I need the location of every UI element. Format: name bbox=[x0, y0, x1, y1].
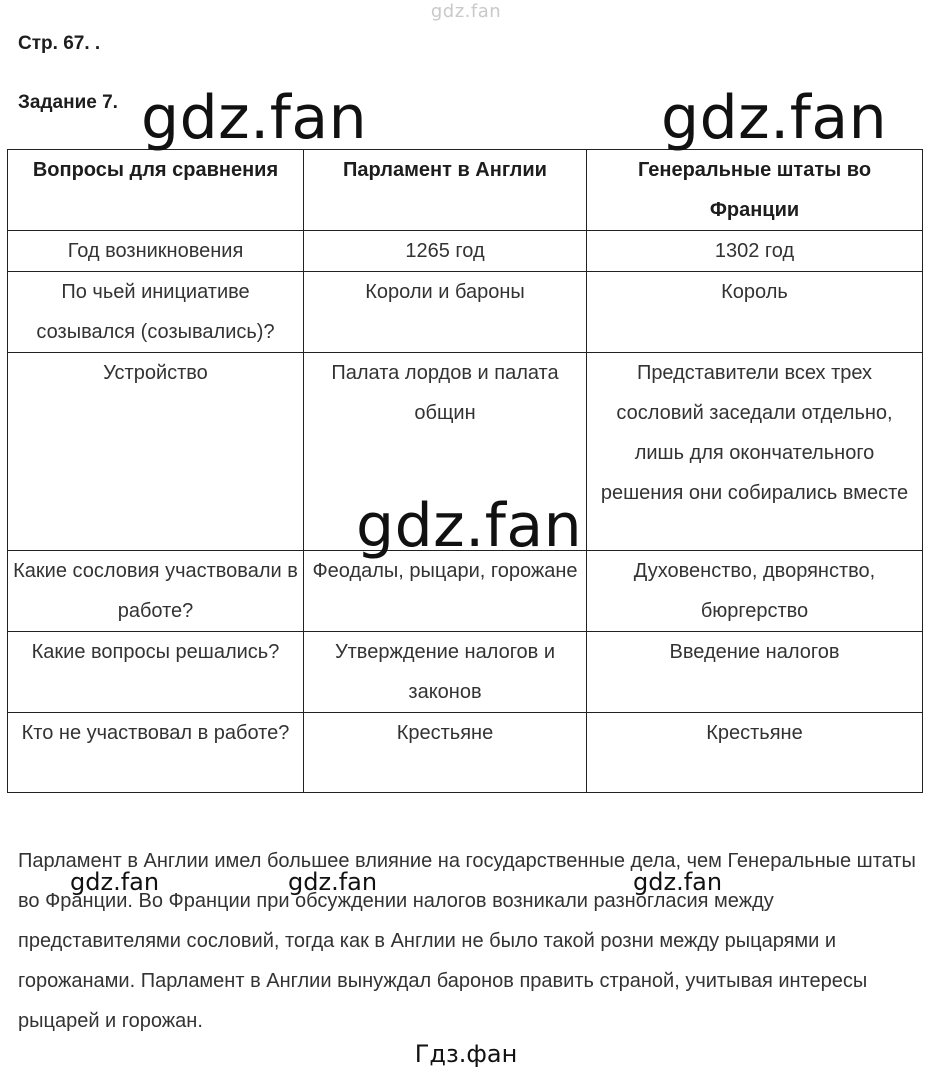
table-row bbox=[8, 551, 923, 632]
table-cell: Палата лордов и палата общин bbox=[304, 353, 587, 551]
table-cell: Кто не участвовал в работе? bbox=[8, 713, 304, 793]
table-cell: Утверждение налогов и законов bbox=[304, 632, 587, 713]
header-cell: Парламент в Англии bbox=[304, 150, 587, 231]
table-cell: 1265 год bbox=[304, 231, 587, 272]
table-cell: 1302 год bbox=[587, 231, 923, 272]
table-cell: Короли и бароны bbox=[304, 272, 587, 353]
table-row bbox=[8, 713, 923, 793]
footer-watermark: Гдз.фан bbox=[414, 1040, 518, 1068]
table-cell: Король bbox=[587, 272, 923, 353]
watermark-large: gdz.fan bbox=[356, 491, 583, 561]
table-cell: Год возникновения bbox=[8, 231, 304, 272]
table-cell: Духовенство, дворянство, бюргерство bbox=[587, 551, 923, 632]
table-row bbox=[8, 272, 923, 353]
watermark-large: gdz.fan bbox=[141, 83, 368, 153]
conclusion-paragraph: Парламент в Англии имел большее влияние на государственные дела, чем Генеральные штаты во Франции. Во Франции при обсуждении налогов возникали разногласия между представителями сословий, тогда как в Англии не было такой розни между рыцарями и горожанами. Парламент в Англии вынуждал баронов править страной, учитывая интересы рыцарей и горожан. bbox=[18, 850, 916, 1032]
table-header-row bbox=[8, 150, 923, 231]
watermark-small: gdz.fan bbox=[70, 868, 160, 896]
header-cell: Вопросы для сравнения bbox=[8, 150, 304, 231]
task-label: Задание 7. bbox=[18, 92, 118, 113]
table-cell: Введение налогов bbox=[587, 632, 923, 713]
table-cell: Представители всех трех сословий заседали отдельно, лишь для окончательного решения они собирались вместе bbox=[587, 353, 923, 551]
table-cell: Феодалы, рыцари, горожане bbox=[304, 551, 587, 632]
table-cell: По чьей инициативе созывался (созывались)? bbox=[8, 272, 304, 353]
header-cell: Генеральные штаты во Франции bbox=[587, 150, 923, 231]
watermark-small: gdz.fan bbox=[288, 868, 378, 896]
table-cell: Какие сословия участвовали в работе? bbox=[8, 551, 304, 632]
watermark-small: gdz.fan bbox=[633, 868, 723, 896]
comparison-table bbox=[7, 149, 923, 793]
watermark-large: gdz.fan bbox=[661, 83, 888, 153]
table-row bbox=[8, 231, 923, 272]
table-cell: Какие вопросы решались? bbox=[8, 632, 304, 713]
watermark-top: gdz.fan bbox=[430, 1, 502, 22]
table-cell: Устройство bbox=[8, 353, 304, 551]
page-reference: Стр. 67. . bbox=[18, 33, 101, 54]
table-cell: Крестьяне bbox=[587, 713, 923, 793]
table-row bbox=[8, 632, 923, 713]
table-cell: Крестьяне bbox=[304, 713, 587, 793]
